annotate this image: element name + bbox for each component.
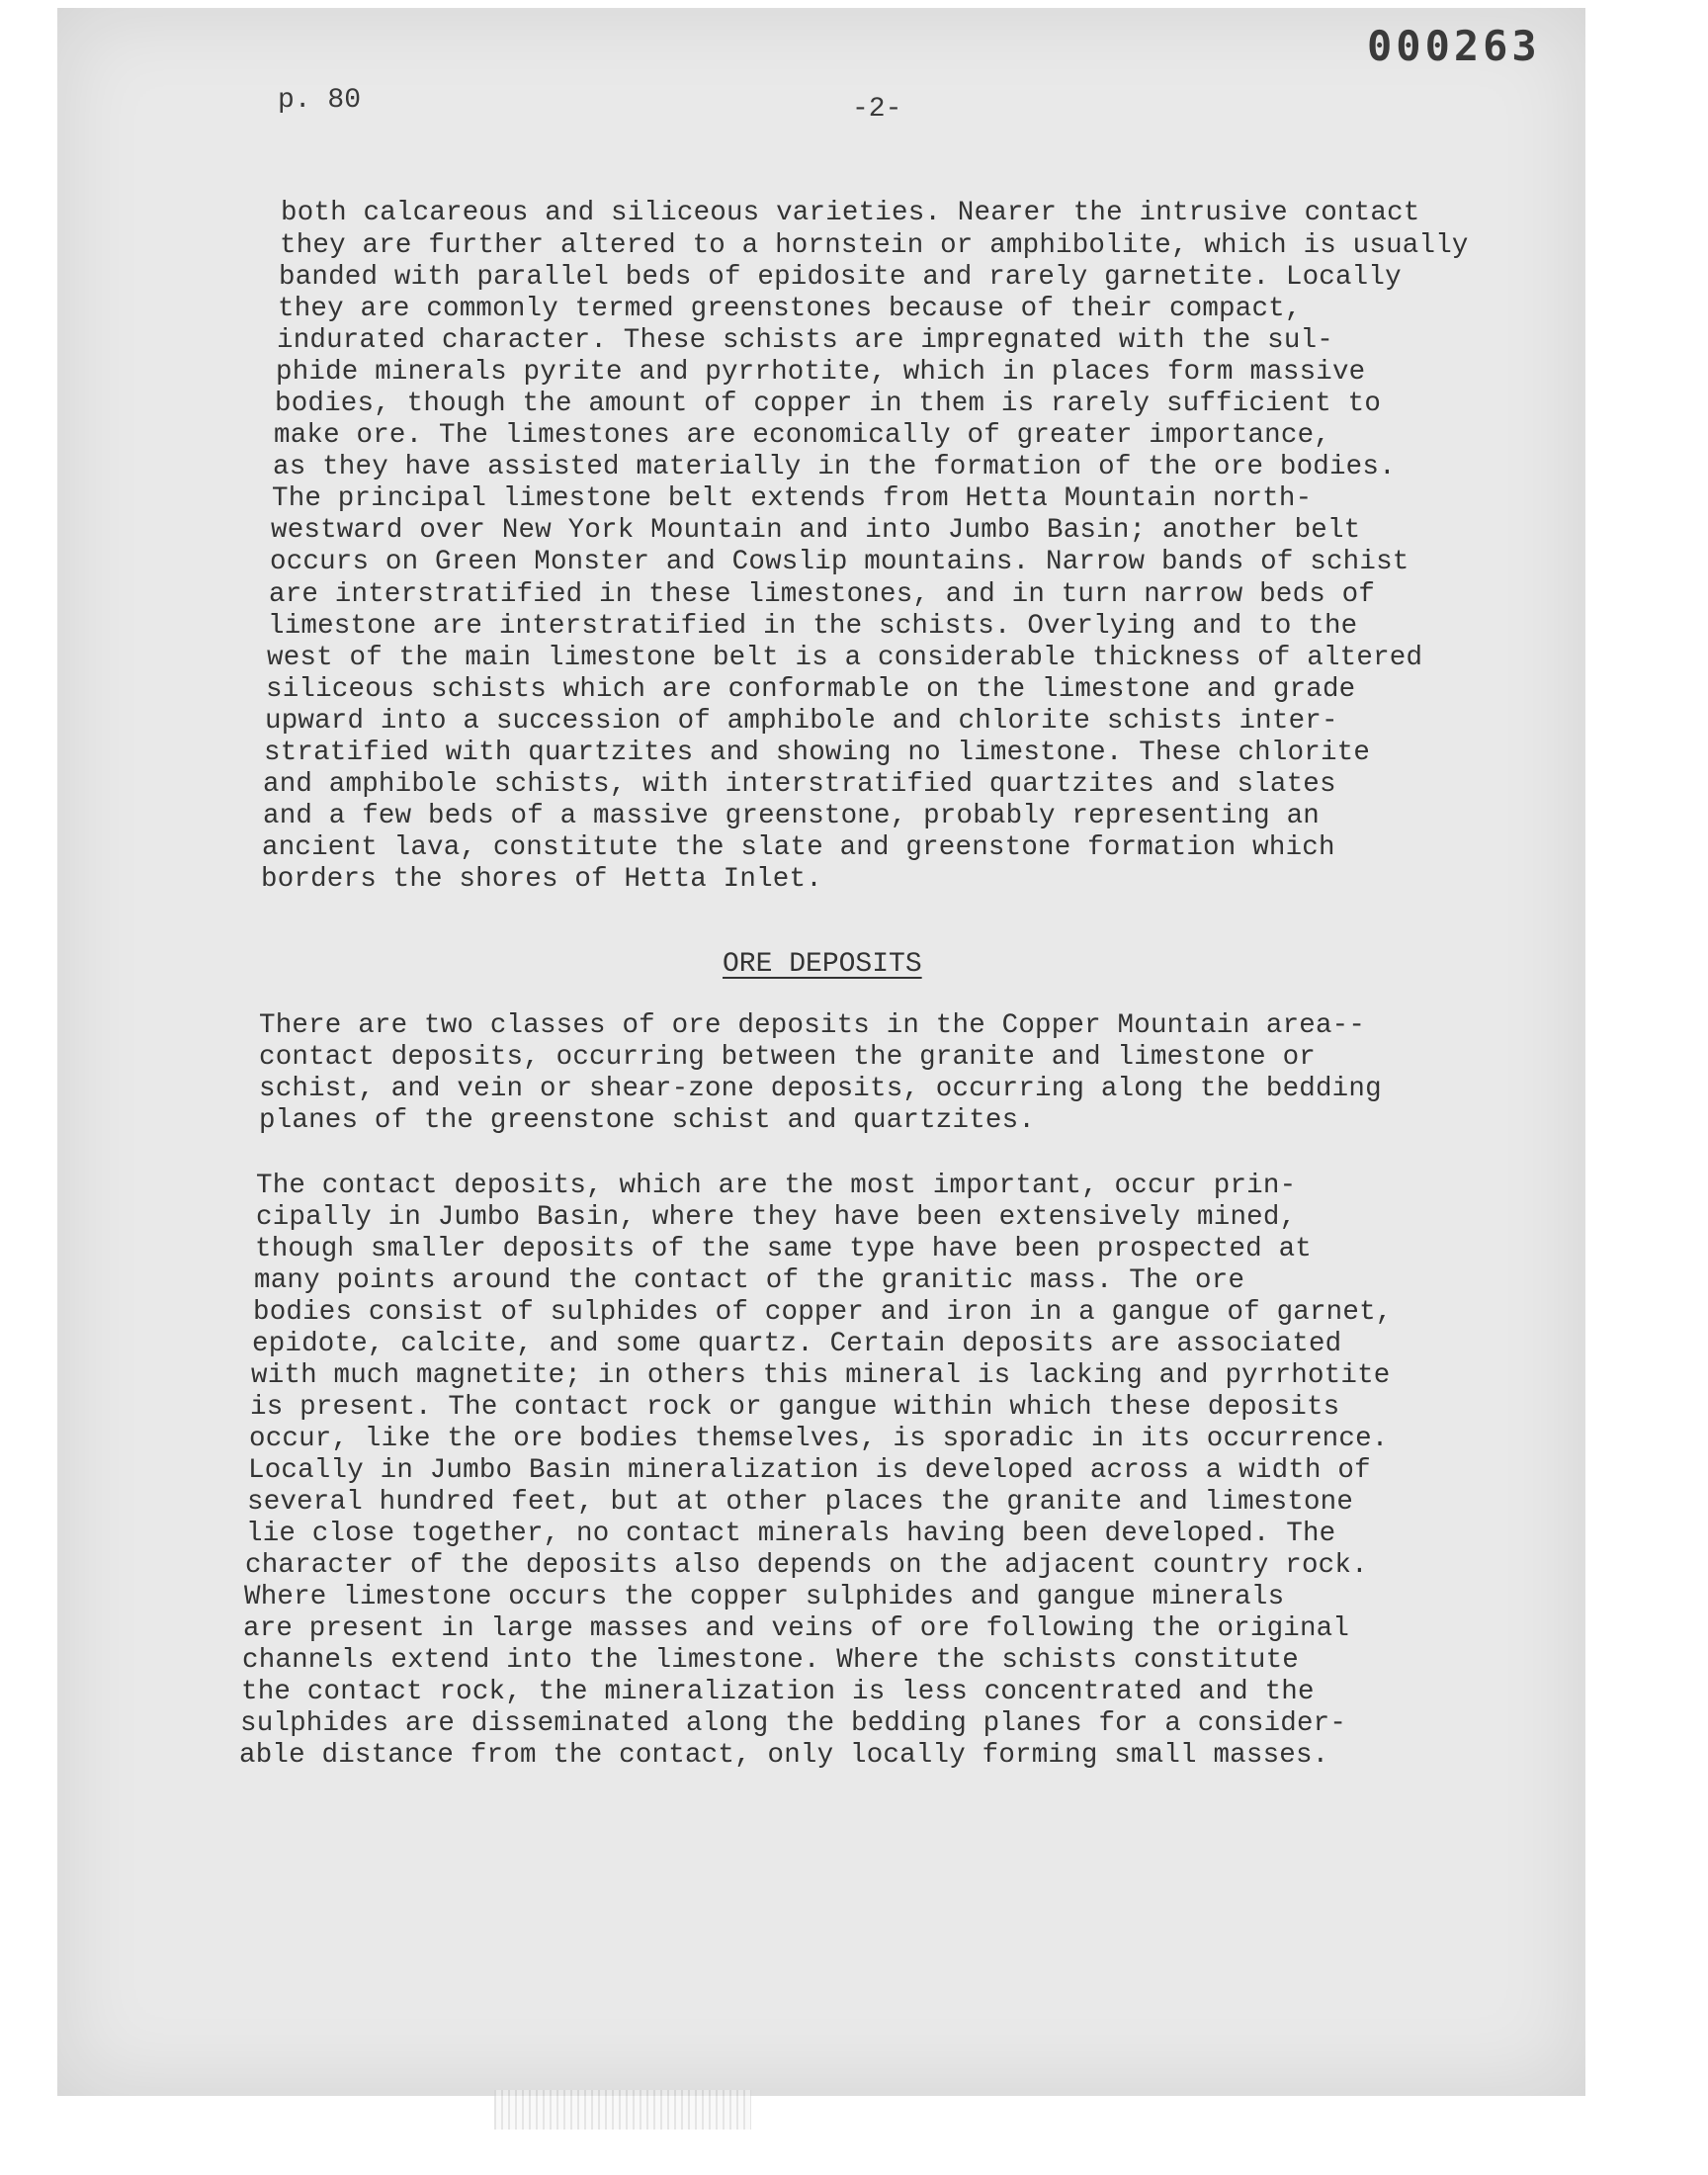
paragraph-1-line: make ore. The limestones are economically of greater importance,	[274, 420, 1330, 451]
paragraph-1-line: ancient lava, constitute the slate and greenstone formation which	[262, 832, 1335, 863]
paragraph-1-line: stratified with quartzites and showing no limestone. These chlorite	[264, 738, 1371, 768]
paragraph-3-line: the contact rock, the mineralization is less concentrated and the	[241, 1677, 1315, 1707]
page-number: -2-	[852, 94, 902, 125]
paragraph-1-line: west of the main limestone belt is a considerable thickness of altered	[267, 643, 1423, 673]
paragraph-3-line: with much magnetite; in others this mineral is lacking and pyrrhotite	[251, 1360, 1391, 1391]
paragraph-2-line: contact deposits, occurring between the granite and limestone or	[259, 1042, 1316, 1073]
document-number: 000263	[1367, 22, 1541, 70]
paragraph-3-line: several hundred feet, but at other places the granite and limestone	[247, 1487, 1354, 1518]
paragraph-3-line: many points around the contact of the granitic mass. The ore	[254, 1265, 1245, 1296]
paragraph-1-line: bodies, though the amount of copper in them is rarely sufficient to	[275, 389, 1382, 419]
paragraph-1-line: banded with parallel beds of epidosite and rarely garnetite. Locally	[279, 262, 1402, 293]
page-reference: p. 80	[278, 85, 362, 116]
paragraph-1-line: indurated character. These schists are impregnated with the sul-	[277, 325, 1333, 356]
paragraph-1-line: as they have assisted materially in the formation of the ore bodies.	[273, 452, 1396, 482]
paragraph-2-line: planes of the greenstone schist and quartzites.	[259, 1105, 1036, 1136]
paragraph-3-line: Where limestone occurs the copper sulphides and gangue minerals	[244, 1582, 1285, 1612]
paragraph-1-line: limestone are interstratified in the schists. Overlying and to the	[268, 611, 1358, 642]
paragraph-1-line: borders the shores of Hetta Inlet.	[261, 864, 822, 895]
paragraph-1-line: siliceous schists which are conformable on the limestone and grade	[266, 674, 1356, 705]
paragraph-3-line: occur, like the ore bodies themselves, is sporadic in its occurrence.	[249, 1424, 1389, 1454]
paragraph-3-line: character of the deposits also depends on the adjacent country rock.	[245, 1550, 1368, 1581]
paragraph-3-line: able distance from the contact, only locally forming small masses.	[239, 1740, 1329, 1771]
paragraph-1-line: The principal limestone belt extends from Hetta Mountain north-	[272, 483, 1313, 514]
paragraph-1-line: they are commonly termed greenstones because of their compact,	[278, 294, 1302, 324]
paragraph-1-line: and amphibole schists, with interstratified quartzites and slates	[263, 769, 1336, 800]
paragraph-1-line: both calcareous and siliceous varieties. Nearer the intrusive contact	[281, 198, 1420, 228]
paragraph-3-line: sulphides are disseminated along the bedding planes for a consider-	[240, 1708, 1347, 1739]
paragraph-3-line: cipally in Jumbo Basin, where they have been extensively mined,	[256, 1202, 1297, 1233]
paragraph-3-line: though smaller deposits of the same type have been prospected at	[255, 1234, 1312, 1264]
paragraph-3-line: Locally in Jumbo Basin mineralization is developed across a width of	[248, 1455, 1371, 1486]
paragraph-1-line: westward over New York Mountain and into Jumbo Basin; another belt	[271, 515, 1361, 546]
paragraph-1-line: upward into a succession of amphibole and chlorite schists inter-	[265, 706, 1338, 737]
paragraph-3-line: lie close together, no contact minerals having been developed. The	[246, 1519, 1336, 1549]
paragraph-1-line: phide minerals pyrite and pyrrhotite, which in places form massive	[276, 357, 1366, 388]
paragraph-3-line: The contact deposits, which are the most important, occur prin-	[256, 1171, 1297, 1201]
paragraph-2-line: schist, and vein or shear-zone deposits, occurring along the bedding	[259, 1074, 1382, 1104]
paragraph-3-line: channels extend into the limestone. Where the schists constitute	[242, 1645, 1299, 1676]
paragraph-3-line: bodies consist of sulphides of copper and iron in a gangue of garnet,	[253, 1297, 1393, 1328]
paragraph-3-line: are present in large masses and veins of ore following the original	[243, 1613, 1350, 1644]
paragraph-3-line: is present. The contact rock or gangue within which these deposits	[250, 1392, 1340, 1423]
paragraph-1-line: are interstratified in these limestones, and in turn narrow beds of	[269, 579, 1376, 610]
section-heading-ore-deposits: ORE DEPOSITS	[723, 949, 922, 980]
paragraph-2-line: There are two classes of ore deposits in the Copper Mountain area--	[259, 1010, 1366, 1041]
paragraph-1-line: and a few beds of a massive greenstone, probably representing an	[263, 801, 1320, 831]
paragraph-1-line: they are further altered to a hornstein or amphibolite, which is usually	[280, 230, 1469, 261]
paragraph-3-line: epidote, calcite, and some quartz. Certain deposits are associated	[252, 1329, 1342, 1359]
paragraph-1-line: occurs on Green Monster and Cowslip mountains. Narrow bands of schist	[270, 547, 1409, 577]
